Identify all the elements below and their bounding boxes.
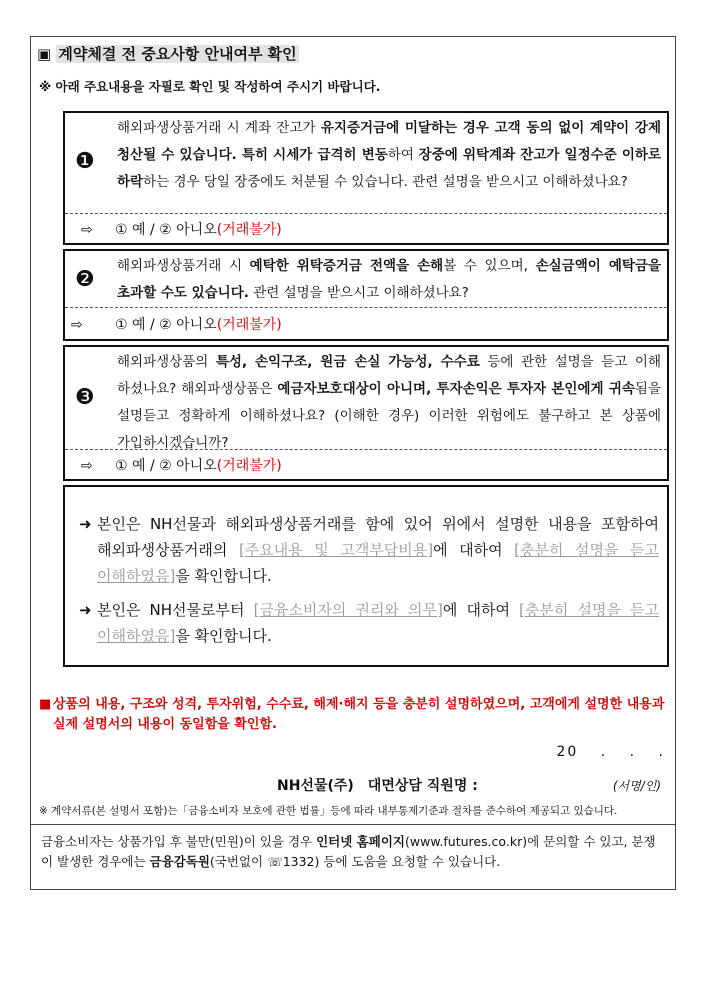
- arrow-icon: ⇨: [71, 317, 83, 333]
- date-field[interactable]: 20 . . .: [556, 744, 665, 760]
- question-1-text: 해외파생상품거래 시 계좌 잔고가 유지증거금에 미달하는 경우 고객 동의 없이 계약이 강제 청산될 수 있습니다. 특히 시세가 급격히 변동하여 장중에 위탁계좌 잔고가 일정수준 이하로 하락하는 경우 당일 장중에도 처분될 수 있습니다. 관련 설명을 받으시고 이해하셨나요?: [117, 120, 662, 190]
- officer-name-label: NH선물(주) 대면상담 직원명 :: [277, 778, 478, 794]
- no-trade-label: (거래불가): [216, 317, 282, 333]
- document-provision-note: ※ 계약서류(본 설명서 포함)는「금융소비자 보호에 관한 법률」등에 따라 내부통제기준과 절차를 준수하여 제공되고 있습니다.: [39, 805, 618, 817]
- divider: [31, 824, 675, 825]
- question-3-number: ❸: [75, 385, 95, 410]
- question-3-text: 해외파생상품의 특성, 손익구조, 원금 손실 가능성, 수수료 등에 관한 설명을 듣고 이해 하셨나요? 해외파생상품은 예금자보호대상이 아니며, 투자손익은 투자자 본인에게 귀속됨을 설명듣고 정확하게 이해하셨나요? (이해한 경우) 이러한 위험에도 불구하고 본 상품에 가입하시겠습니까?: [117, 354, 661, 451]
- arrow-icon: ⇨: [81, 222, 93, 238]
- handwrite-field-2[interactable]: [충분히 설명을 듣고 이해하였음]: [97, 541, 659, 585]
- square-bullet-icon: ■: [39, 697, 52, 712]
- no-trade-label: (거래불가): [216, 222, 282, 238]
- arrow-bullet-icon: ➜: [79, 515, 92, 533]
- confirmation-box: [63, 485, 669, 667]
- document-page: [30, 36, 676, 890]
- handwrite-field-1[interactable]: [주요내용 및 고객부담비용]: [238, 541, 434, 559]
- answer-options[interactable]: ① 예 / ② 아니오: [115, 458, 217, 474]
- page-title: [37, 43, 299, 64]
- question-2-text: 해외파생상품거래 시 예탁한 위탁증거금 전액을 손해볼 수 있으며, 손실금액이 예탁금을 초과할 수도 있습니다. 관련 설명을 받으시고 이해하셨나요?: [117, 258, 661, 301]
- confirmation-line-2: ➜ 본인은 NH선물로부터 [금융소비자의 권리와 의무]에 대하여 [충분히 설명을 듣고 이해하였음]을 확인합니다.: [79, 597, 659, 649]
- arrow-icon: ⇨: [81, 458, 93, 474]
- question-1-number: ❶: [75, 149, 95, 174]
- question-1-answer[interactable]: [65, 213, 667, 246]
- signature-field[interactable]: (서명/인): [612, 779, 661, 793]
- title-text: 계약체결 전 중요사항 안내여부 확인: [58, 45, 297, 63]
- answer-options[interactable]: ① 예 / ② 아니오: [115, 317, 217, 333]
- footer-notice: 금융소비자는 상품가입 후 불만(민원)이 있을 경우 인터넷 홈페이지(www.futures.co.kr)에 문의할 수 있고, 분쟁이 발생한 경우에는 금융감독원(국번없이 ☏1332) 등에 도움을 요청할 수 있습니다.: [41, 834, 656, 869]
- instruction-note: ※ 아래 주요내용을 자필로 확인 및 작성하여 주시기 바랍니다.: [39, 79, 381, 94]
- no-trade-label: (거래불가): [216, 458, 282, 474]
- confirmation-line-1: ➜ 본인은 NH선물과 해외파생상품거래를 함에 있어 위에서 설명한 내용을 포함하여 해외파생상품거래의 [주요내용 및 고객부담비용]에 대하여 [충분히 설명을 듣고 이해하였음]을 확인합니다.: [79, 511, 659, 589]
- question-2-number: ❷: [75, 267, 95, 292]
- question-2-answer[interactable]: [65, 307, 667, 342]
- handwrite-field-4[interactable]: [충분히 설명을 듣고 이해하였음]: [97, 601, 660, 645]
- handwrite-field-3[interactable]: [금융소비자의 권리와 의무]: [253, 601, 443, 619]
- arrow-bullet-icon: ➜: [79, 601, 92, 619]
- question-3-answer[interactable]: [65, 449, 667, 482]
- question-1-box: [63, 111, 669, 245]
- explanation-confirmation-notice: ■ 상품의 내용, 구조와 성격, 투자위험, 수수료, 해제·해지 등을 충분히 설명하였으며, 고객에게 설명한 내용과 실제 설명서의 내용이 동일함을 확인함.: [39, 697, 665, 732]
- question-2-box: [63, 249, 669, 341]
- title-marker: ▣: [37, 45, 52, 63]
- answer-options[interactable]: ① 예 / ② 아니오: [115, 222, 217, 238]
- question-3-box: [63, 345, 669, 481]
